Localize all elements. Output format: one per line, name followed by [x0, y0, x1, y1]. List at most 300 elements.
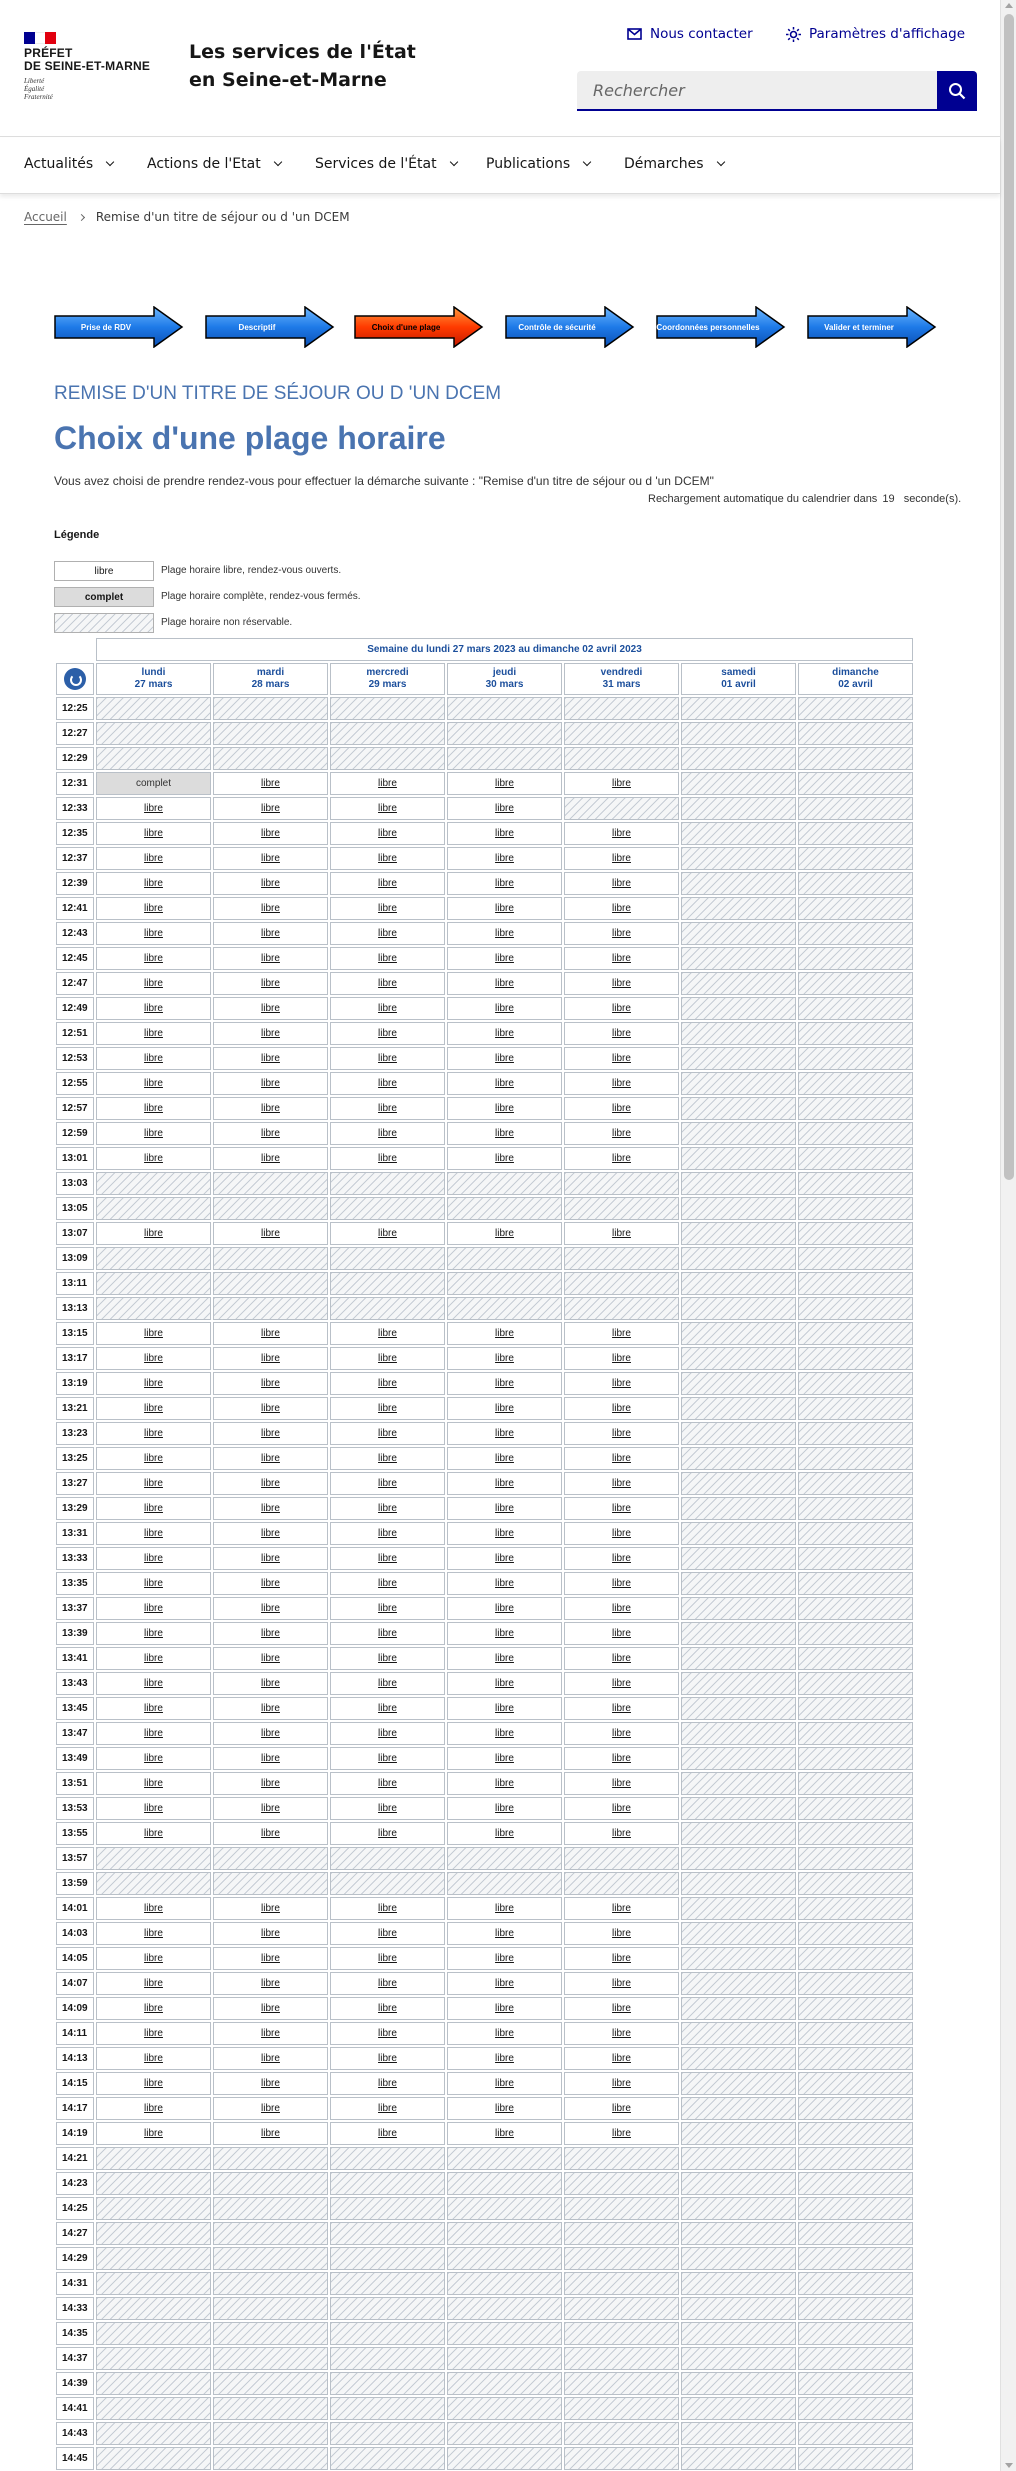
- slot-free[interactable]: [213, 1122, 328, 1145]
- slot-free-link[interactable]: libre: [144, 1003, 163, 1014]
- nav-item-demarches[interactable]: Démarches: [624, 156, 724, 172]
- slot-free[interactable]: [330, 1772, 445, 1795]
- slot-free[interactable]: [213, 922, 328, 945]
- slot-free-link[interactable]: libre: [261, 1228, 280, 1239]
- slot-free[interactable]: [213, 1747, 328, 1770]
- slot-free-link[interactable]: libre: [495, 1003, 514, 1014]
- slot-free-link[interactable]: libre: [378, 1703, 397, 1714]
- slot-free[interactable]: [213, 1372, 328, 1395]
- slot-free[interactable]: [330, 772, 445, 795]
- slot-free-link[interactable]: libre: [612, 928, 631, 939]
- slot-free[interactable]: [330, 2097, 445, 2120]
- slot-free[interactable]: [96, 1472, 211, 1495]
- slot-free[interactable]: [330, 1747, 445, 1770]
- slot-free-link[interactable]: libre: [378, 1603, 397, 1614]
- slot-free-link[interactable]: libre: [495, 1128, 514, 1139]
- nav-item-publications[interactable]: Publications: [486, 156, 590, 172]
- slot-free-link[interactable]: libre: [378, 1728, 397, 1739]
- slot-free[interactable]: [96, 847, 211, 870]
- slot-free[interactable]: [213, 1022, 328, 1045]
- slot-free-link[interactable]: libre: [378, 1753, 397, 1764]
- slot-free[interactable]: [96, 1722, 211, 1745]
- slot-free-link[interactable]: libre: [612, 953, 631, 964]
- slot-free[interactable]: [96, 1822, 211, 1845]
- slot-free-link[interactable]: libre: [612, 1078, 631, 1089]
- slot-free[interactable]: [213, 822, 328, 845]
- slot-free-link[interactable]: libre: [261, 1703, 280, 1714]
- slot-free[interactable]: [447, 1672, 562, 1695]
- slot-free[interactable]: [96, 822, 211, 845]
- slot-free[interactable]: [96, 947, 211, 970]
- slot-free[interactable]: [96, 1922, 211, 1945]
- slot-free[interactable]: [447, 1747, 562, 1770]
- slot-free[interactable]: [447, 2022, 562, 2045]
- slot-free[interactable]: [96, 1122, 211, 1145]
- slot-free[interactable]: [330, 2047, 445, 2070]
- slot-free-link[interactable]: libre: [495, 2003, 514, 2014]
- slot-free-link[interactable]: libre: [378, 1953, 397, 1964]
- slot-free-link[interactable]: libre: [378, 1653, 397, 1664]
- slot-free-link[interactable]: libre: [144, 1428, 163, 1439]
- slot-free[interactable]: [447, 1972, 562, 1995]
- slot-free[interactable]: [564, 1997, 679, 2020]
- slot-free[interactable]: [96, 1347, 211, 1370]
- slot-free-link[interactable]: libre: [261, 778, 280, 789]
- slot-free[interactable]: [564, 1497, 679, 1520]
- slot-free-link[interactable]: libre: [612, 1628, 631, 1639]
- slot-free[interactable]: [96, 1372, 211, 1395]
- slot-free-link[interactable]: libre: [261, 1828, 280, 1839]
- slot-free-link[interactable]: libre: [378, 2078, 397, 2089]
- slot-free[interactable]: [564, 1097, 679, 1120]
- slot-free[interactable]: [213, 1147, 328, 1170]
- step-6[interactable]: [807, 306, 937, 348]
- slot-free[interactable]: [213, 1222, 328, 1245]
- slot-free-link[interactable]: libre: [144, 1653, 163, 1664]
- slot-free-link[interactable]: libre: [144, 1528, 163, 1539]
- slot-free[interactable]: [96, 1522, 211, 1545]
- slot-free-link[interactable]: libre: [144, 1728, 163, 1739]
- slot-free-link[interactable]: libre: [495, 1978, 514, 1989]
- slot-free[interactable]: [213, 1497, 328, 1520]
- slot-free[interactable]: [447, 1997, 562, 2020]
- slot-free[interactable]: [96, 1222, 211, 1245]
- slot-free-link[interactable]: libre: [144, 1328, 163, 1339]
- slot-free[interactable]: [564, 947, 679, 970]
- slot-free[interactable]: [564, 1122, 679, 1145]
- slot-free[interactable]: [330, 947, 445, 970]
- site-title[interactable]: Les services de l'État en Seine-et-Marne: [189, 41, 416, 91]
- slot-free-link[interactable]: libre: [378, 1078, 397, 1089]
- slot-free[interactable]: [564, 997, 679, 1020]
- slot-free-link[interactable]: libre: [378, 1028, 397, 1039]
- slot-free-link[interactable]: libre: [495, 1603, 514, 1614]
- slot-free-link[interactable]: libre: [144, 1503, 163, 1514]
- slot-free-link[interactable]: libre: [378, 953, 397, 964]
- slot-free[interactable]: [447, 947, 562, 970]
- slot-free[interactable]: [213, 847, 328, 870]
- slot-free-link[interactable]: libre: [261, 1978, 280, 1989]
- slot-free[interactable]: [564, 2047, 679, 2070]
- slot-free-link[interactable]: libre: [378, 1228, 397, 1239]
- slot-free[interactable]: [564, 2097, 679, 2120]
- slot-free[interactable]: [447, 1947, 562, 1970]
- slot-free[interactable]: [447, 2122, 562, 2145]
- slot-free-link[interactable]: libre: [261, 1378, 280, 1389]
- slot-free[interactable]: [447, 1047, 562, 1070]
- slot-free[interactable]: [213, 2097, 328, 2120]
- slot-free-link[interactable]: libre: [495, 953, 514, 964]
- slot-free[interactable]: [447, 1722, 562, 1745]
- slot-free-link[interactable]: libre: [612, 1478, 631, 1489]
- slot-free-link[interactable]: libre: [378, 2103, 397, 2114]
- slot-free-link[interactable]: libre: [144, 1828, 163, 1839]
- slot-free-link[interactable]: libre: [495, 1378, 514, 1389]
- slot-free-link[interactable]: libre: [378, 2053, 397, 2064]
- slot-free-link[interactable]: libre: [612, 1328, 631, 1339]
- slot-free[interactable]: [447, 822, 562, 845]
- slot-free-link[interactable]: libre: [144, 1678, 163, 1689]
- display-settings-link[interactable]: [786, 26, 965, 42]
- slot-free[interactable]: [213, 1922, 328, 1945]
- slot-free-link[interactable]: libre: [261, 2053, 280, 2064]
- slot-free[interactable]: [330, 1897, 445, 1920]
- slot-free[interactable]: [213, 1647, 328, 1670]
- slot-free[interactable]: [330, 1497, 445, 1520]
- slot-free-link[interactable]: libre: [495, 1778, 514, 1789]
- slot-free[interactable]: [96, 1022, 211, 1045]
- slot-free-link[interactable]: libre: [495, 1678, 514, 1689]
- slot-free[interactable]: [564, 1697, 679, 1720]
- slot-free[interactable]: [447, 2097, 562, 2120]
- calendar-refresh-button[interactable]: [56, 663, 94, 695]
- slot-free[interactable]: [564, 1622, 679, 1645]
- slot-free-link[interactable]: libre: [612, 1403, 631, 1414]
- slot-free[interactable]: [447, 1072, 562, 1095]
- slot-free[interactable]: [213, 1622, 328, 1645]
- slot-free-link[interactable]: libre: [144, 903, 163, 914]
- slot-free-link[interactable]: libre: [144, 1778, 163, 1789]
- slot-free-link[interactable]: libre: [378, 1678, 397, 1689]
- slot-free-link[interactable]: libre: [612, 1528, 631, 1539]
- slot-free[interactable]: [447, 1822, 562, 1845]
- slot-free-link[interactable]: libre: [144, 1953, 163, 1964]
- slot-free[interactable]: [213, 1347, 328, 1370]
- slot-free[interactable]: [564, 2072, 679, 2095]
- slot-free-link[interactable]: libre: [261, 1128, 280, 1139]
- slot-free-link[interactable]: libre: [378, 1128, 397, 1139]
- slot-free-link[interactable]: libre: [144, 1153, 163, 1164]
- slot-free-link[interactable]: libre: [495, 2028, 514, 2039]
- slot-free-link[interactable]: libre: [495, 1153, 514, 1164]
- slot-free[interactable]: [213, 1597, 328, 1620]
- slot-free[interactable]: [564, 1647, 679, 1670]
- slot-free-link[interactable]: libre: [612, 1978, 631, 1989]
- slot-free[interactable]: [330, 1647, 445, 1670]
- slot-free-link[interactable]: libre: [144, 2053, 163, 2064]
- slot-free-link[interactable]: libre: [144, 1553, 163, 1564]
- slot-free[interactable]: [213, 1722, 328, 1745]
- slot-free[interactable]: [96, 897, 211, 920]
- slot-free-link[interactable]: libre: [495, 1803, 514, 1814]
- slot-free-link[interactable]: libre: [261, 1503, 280, 1514]
- slot-free-link[interactable]: libre: [495, 1578, 514, 1589]
- slot-free-link[interactable]: libre: [612, 1728, 631, 1739]
- prefecture-logo[interactable]: [24, 32, 164, 101]
- slot-free[interactable]: [564, 1572, 679, 1595]
- slot-free[interactable]: [564, 1522, 679, 1545]
- nav-item-services[interactable]: Services de l'État: [315, 156, 457, 172]
- slot-free[interactable]: [564, 1822, 679, 1845]
- slot-free[interactable]: [96, 2072, 211, 2095]
- slot-free[interactable]: [447, 1022, 562, 1045]
- slot-free-link[interactable]: libre: [261, 1328, 280, 1339]
- slot-free[interactable]: [447, 1622, 562, 1645]
- slot-free-link[interactable]: libre: [144, 1753, 163, 1764]
- slot-free[interactable]: [564, 1397, 679, 1420]
- slot-free[interactable]: [96, 972, 211, 995]
- slot-free-link[interactable]: libre: [378, 1478, 397, 1489]
- slot-free-link[interactable]: libre: [261, 1528, 280, 1539]
- slot-free-link[interactable]: libre: [144, 1978, 163, 1989]
- slot-free-link[interactable]: libre: [378, 1003, 397, 1014]
- slot-free-link[interactable]: libre: [144, 928, 163, 939]
- slot-free-link[interactable]: libre: [261, 1428, 280, 1439]
- slot-free-link[interactable]: libre: [261, 1353, 280, 1364]
- slot-free[interactable]: [213, 997, 328, 1020]
- slot-free[interactable]: [564, 1722, 679, 1745]
- slot-free[interactable]: [213, 1422, 328, 1445]
- slot-free[interactable]: [330, 1447, 445, 1470]
- slot-free-link[interactable]: libre: [612, 1953, 631, 1964]
- slot-free[interactable]: [330, 797, 445, 820]
- slot-free[interactable]: [447, 1322, 562, 1345]
- slot-free[interactable]: [213, 2122, 328, 2145]
- slot-free-link[interactable]: libre: [612, 1778, 631, 1789]
- slot-free-link[interactable]: libre: [144, 1228, 163, 1239]
- slot-free[interactable]: [447, 847, 562, 870]
- slot-free-link[interactable]: libre: [612, 2053, 631, 2064]
- slot-free-link[interactable]: libre: [378, 1803, 397, 1814]
- slot-free[interactable]: [213, 1822, 328, 1845]
- slot-free[interactable]: [213, 872, 328, 895]
- slot-free-link[interactable]: libre: [261, 1553, 280, 1564]
- slot-free-link[interactable]: libre: [378, 1778, 397, 1789]
- slot-free[interactable]: [96, 1972, 211, 1995]
- slot-free-link[interactable]: libre: [378, 803, 397, 814]
- slot-free-link[interactable]: libre: [261, 2078, 280, 2089]
- slot-free[interactable]: [447, 1397, 562, 1420]
- slot-free[interactable]: [447, 1647, 562, 1670]
- slot-free[interactable]: [330, 1022, 445, 1045]
- slot-free-link[interactable]: libre: [144, 2003, 163, 2014]
- slot-free[interactable]: [564, 1422, 679, 1445]
- slot-free-link[interactable]: libre: [144, 1603, 163, 1614]
- slot-free-link[interactable]: libre: [144, 1378, 163, 1389]
- slot-free[interactable]: [447, 972, 562, 995]
- slot-free[interactable]: [564, 1147, 679, 1170]
- search-input[interactable]: [577, 71, 937, 111]
- slot-free-link[interactable]: libre: [612, 1578, 631, 1589]
- slot-free-link[interactable]: libre: [495, 1228, 514, 1239]
- slot-free[interactable]: [564, 2122, 679, 2145]
- slot-free-link[interactable]: libre: [378, 1453, 397, 1464]
- page-scrollbar[interactable]: [1000, 0, 1016, 2471]
- slot-free-link[interactable]: libre: [378, 1378, 397, 1389]
- slot-free-link[interactable]: libre: [261, 1653, 280, 1664]
- slot-free[interactable]: [447, 2047, 562, 2070]
- slot-free-link[interactable]: libre: [144, 1578, 163, 1589]
- slot-free-link[interactable]: libre: [378, 853, 397, 864]
- slot-free[interactable]: [330, 972, 445, 995]
- slot-free-link[interactable]: libre: [144, 1128, 163, 1139]
- slot-free-link[interactable]: libre: [495, 2103, 514, 2114]
- slot-free[interactable]: [96, 1947, 211, 1970]
- slot-free-link[interactable]: libre: [495, 903, 514, 914]
- slot-free-link[interactable]: libre: [144, 978, 163, 989]
- slot-free[interactable]: [564, 1772, 679, 1795]
- slot-free[interactable]: [213, 2022, 328, 2045]
- contact-link[interactable]: [627, 26, 753, 42]
- slot-free-link[interactable]: libre: [612, 978, 631, 989]
- slot-free[interactable]: [330, 1097, 445, 1120]
- slot-free-link[interactable]: libre: [144, 1403, 163, 1414]
- slot-free[interactable]: [447, 1797, 562, 1820]
- slot-free[interactable]: [213, 1322, 328, 1345]
- slot-free-link[interactable]: libre: [144, 803, 163, 814]
- slot-free-link[interactable]: libre: [495, 1328, 514, 1339]
- slot-free-link[interactable]: libre: [612, 1678, 631, 1689]
- slot-free-link[interactable]: libre: [612, 1903, 631, 1914]
- slot-free-link[interactable]: libre: [261, 953, 280, 964]
- slot-free-link[interactable]: libre: [144, 1803, 163, 1814]
- slot-free-link[interactable]: libre: [261, 878, 280, 889]
- slot-free[interactable]: [330, 1922, 445, 1945]
- slot-free-link[interactable]: libre: [261, 1803, 280, 1814]
- slot-free[interactable]: [96, 1697, 211, 1720]
- slot-free-link[interactable]: libre: [612, 778, 631, 789]
- slot-free[interactable]: [213, 1097, 328, 1120]
- slot-free[interactable]: [96, 1672, 211, 1695]
- slot-free-link[interactable]: libre: [144, 1053, 163, 1064]
- slot-free-link[interactable]: libre: [495, 2128, 514, 2139]
- slot-free-link[interactable]: libre: [378, 1053, 397, 1064]
- slot-free[interactable]: [330, 1047, 445, 1070]
- slot-free[interactable]: [330, 1672, 445, 1695]
- slot-free-link[interactable]: libre: [495, 1103, 514, 1114]
- slot-free-link[interactable]: libre: [495, 2053, 514, 2064]
- slot-free[interactable]: [96, 1772, 211, 1795]
- slot-free[interactable]: [564, 1372, 679, 1395]
- slot-free-link[interactable]: libre: [261, 903, 280, 914]
- slot-free-link[interactable]: libre: [612, 2078, 631, 2089]
- slot-free[interactable]: [564, 1797, 679, 1820]
- slot-free-link[interactable]: libre: [378, 2003, 397, 2014]
- slot-free-link[interactable]: libre: [261, 1053, 280, 1064]
- slot-free-link[interactable]: libre: [261, 1953, 280, 1964]
- slot-free[interactable]: [564, 1972, 679, 1995]
- slot-free[interactable]: [447, 1897, 562, 1920]
- slot-free[interactable]: [564, 1447, 679, 1470]
- slot-free[interactable]: [213, 1972, 328, 1995]
- slot-free-link[interactable]: libre: [612, 1153, 631, 1164]
- slot-free[interactable]: [330, 1122, 445, 1145]
- slot-free[interactable]: [447, 922, 562, 945]
- slot-free-link[interactable]: libre: [261, 853, 280, 864]
- slot-free-link[interactable]: libre: [495, 1353, 514, 1364]
- slot-free-link[interactable]: libre: [144, 828, 163, 839]
- slot-free-link[interactable]: libre: [261, 1403, 280, 1414]
- slot-free-link[interactable]: libre: [495, 978, 514, 989]
- slot-free-link[interactable]: libre: [261, 803, 280, 814]
- slot-free-link[interactable]: libre: [378, 1103, 397, 1114]
- slot-free-link[interactable]: libre: [378, 1428, 397, 1439]
- slot-free-link[interactable]: libre: [495, 1703, 514, 1714]
- slot-free-link[interactable]: libre: [144, 1478, 163, 1489]
- slot-free-link[interactable]: libre: [612, 2128, 631, 2139]
- slot-free-link[interactable]: libre: [495, 1628, 514, 1639]
- slot-free-link[interactable]: libre: [261, 1778, 280, 1789]
- slot-free-link[interactable]: libre: [261, 1453, 280, 1464]
- slot-free[interactable]: [213, 1772, 328, 1795]
- slot-free[interactable]: [447, 1697, 562, 1720]
- slot-free[interactable]: [330, 847, 445, 870]
- scrollbar-thumb[interactable]: [1004, 14, 1014, 1180]
- slot-free[interactable]: [447, 772, 562, 795]
- slot-free-link[interactable]: libre: [261, 1903, 280, 1914]
- slot-free-link[interactable]: libre: [612, 853, 631, 864]
- slot-free[interactable]: [330, 1947, 445, 1970]
- slot-free-link[interactable]: libre: [612, 1653, 631, 1664]
- slot-free[interactable]: [213, 1522, 328, 1545]
- slot-free-link[interactable]: libre: [612, 1103, 631, 1114]
- slot-free[interactable]: [96, 1072, 211, 1095]
- slot-free[interactable]: [564, 2022, 679, 2045]
- slot-free-link[interactable]: libre: [261, 1628, 280, 1639]
- slot-free-link[interactable]: libre: [261, 1153, 280, 1164]
- slot-free-link[interactable]: libre: [495, 928, 514, 939]
- slot-free-link[interactable]: libre: [612, 1028, 631, 1039]
- slot-free-link[interactable]: libre: [495, 1953, 514, 1964]
- slot-free[interactable]: [447, 1597, 562, 1620]
- slot-free[interactable]: [330, 1147, 445, 1170]
- slot-free-link[interactable]: libre: [378, 1553, 397, 1564]
- slot-free-link[interactable]: libre: [378, 1353, 397, 1364]
- slot-free-link[interactable]: libre: [612, 1928, 631, 1939]
- slot-free-link[interactable]: libre: [261, 2128, 280, 2139]
- slot-free[interactable]: [330, 1347, 445, 1370]
- slot-free[interactable]: [564, 1022, 679, 1045]
- slot-free[interactable]: [330, 897, 445, 920]
- nav-item-actualites[interactable]: Actualités: [24, 156, 113, 172]
- slot-free[interactable]: [213, 2072, 328, 2095]
- slot-free[interactable]: [564, 1922, 679, 1945]
- search-button[interactable]: [937, 71, 977, 111]
- slot-free-link[interactable]: libre: [378, 2028, 397, 2039]
- slot-free[interactable]: [330, 1522, 445, 1545]
- slot-free-link[interactable]: libre: [144, 1353, 163, 1364]
- breadcrumb-home-link[interactable]: Accueil: [24, 210, 67, 224]
- slot-free[interactable]: [564, 1222, 679, 1245]
- slot-free-link[interactable]: libre: [378, 1528, 397, 1539]
- slot-free-link[interactable]: libre: [495, 828, 514, 839]
- slot-free[interactable]: [330, 1572, 445, 1595]
- slot-free-link[interactable]: libre: [378, 1828, 397, 1839]
- slot-free-link[interactable]: libre: [261, 1753, 280, 1764]
- slot-free-link[interactable]: libre: [378, 1903, 397, 1914]
- slot-free-link[interactable]: libre: [261, 978, 280, 989]
- slot-free[interactable]: [447, 1472, 562, 1495]
